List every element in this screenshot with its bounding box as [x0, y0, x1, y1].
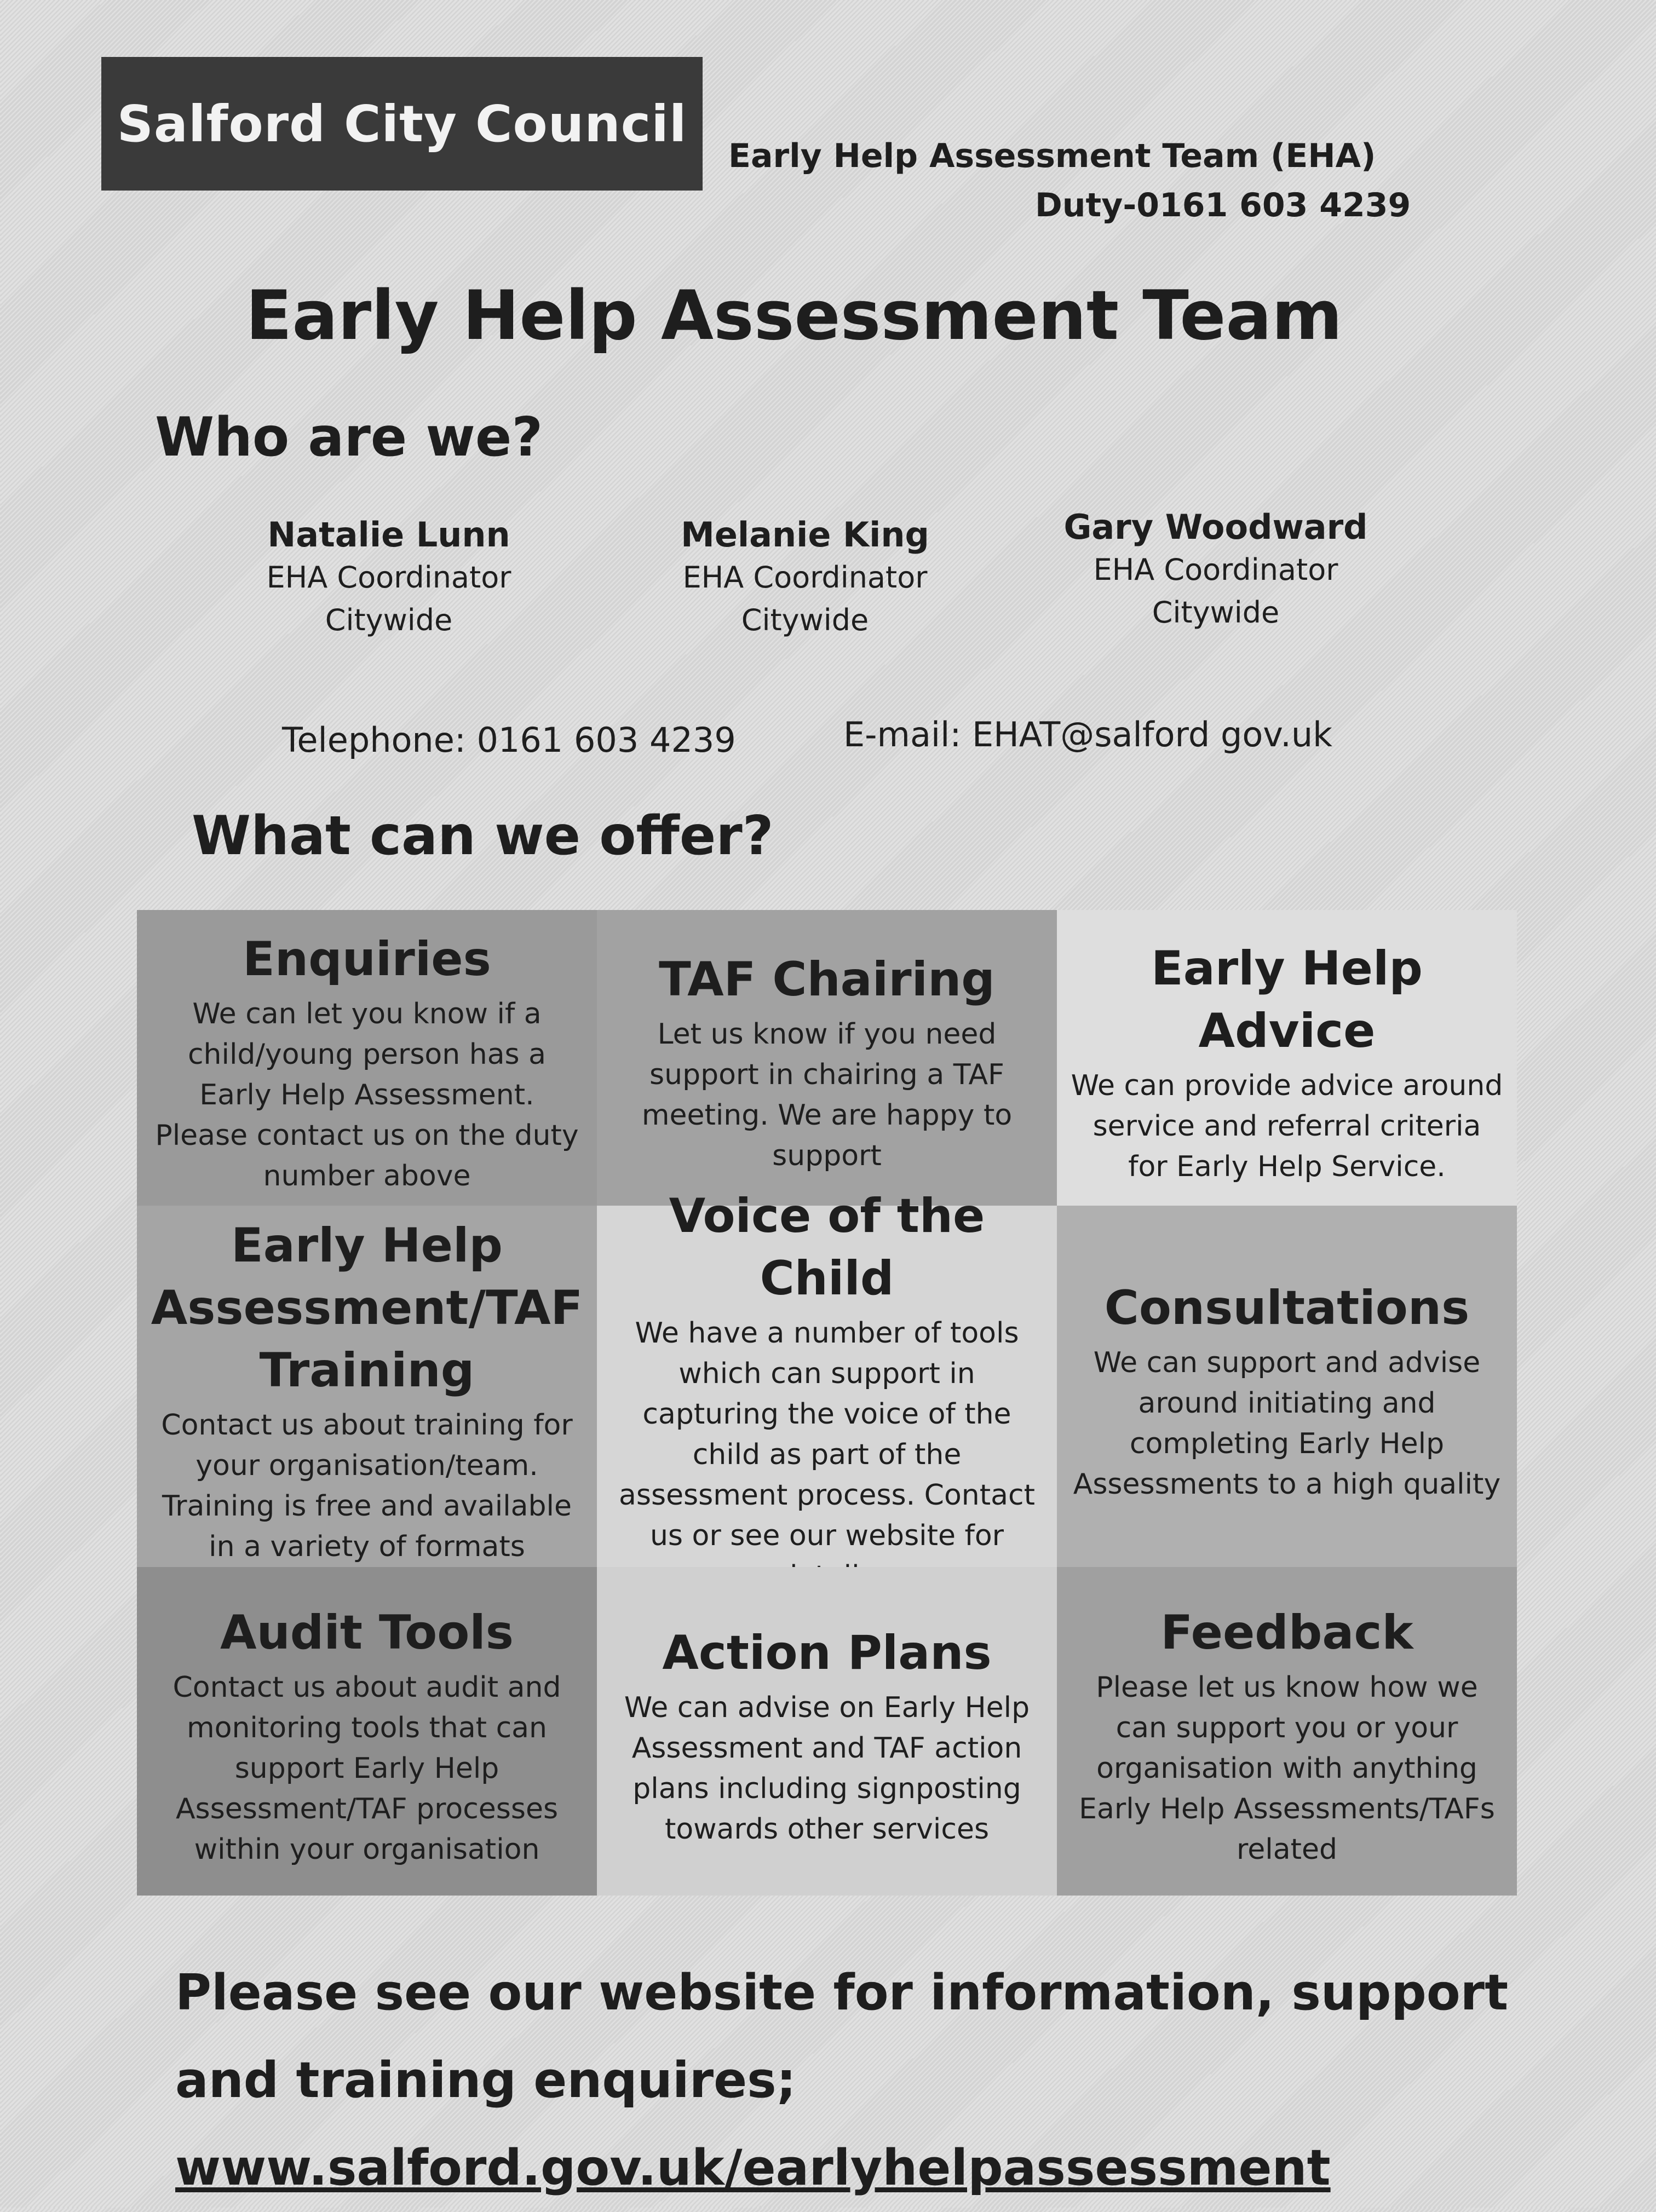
- offer-card-title: Feedback: [1160, 1605, 1413, 1660]
- offer-card-body: We have a number of tools which can support in capturing the voice of the child as part of the assessment process. Contact us or see our website for: [619, 1317, 1035, 1552]
- footer-text: Please see our website for information, support and training enquires;: [175, 1964, 1509, 2109]
- offer-card-title: TAF Chairing: [659, 952, 995, 1007]
- offer-card-body: We can advise on Early Help Assessment and TAF action plans including signposting towards other services: [624, 1691, 1030, 1846]
- footer: [175, 1949, 1544, 2212]
- person-card: [1030, 506, 1402, 634]
- person-name: Melanie King: [681, 515, 929, 555]
- person-card: [203, 514, 575, 642]
- offer-card-consultations: [1057, 1206, 1517, 1567]
- offer-card-enquiries: [137, 910, 597, 1206]
- person-role: EHA Coordinator: [1093, 552, 1338, 587]
- person-area: Citywide: [325, 603, 453, 637]
- offer-card-body: Let us know if you need support in chairing a TAF meeting. We are happy to support: [641, 1018, 1013, 1172]
- offer-card-body: We can let you know if a child/young person has a Early Help Assessment. Please contact us on the duty number above: [155, 998, 579, 1193]
- website-link[interactable]: www.salford.gov.uk/earlyhelpassessment: [175, 2139, 1331, 2197]
- person-role: EHA Coordinator: [266, 560, 511, 595]
- offer-card-training: [137, 1206, 597, 1567]
- duty-phone-line: Duty-0161 603 4239: [1035, 186, 1411, 224]
- team-name-line: Early Help Assessment Team (EHA): [728, 137, 1376, 175]
- offer-card-body: Please let us know how we can support you or your organisation with anything Early Help Assessments/TAFs related: [1079, 1671, 1495, 1866]
- page-title: Early Help Assessment Team: [245, 276, 1343, 355]
- offer-card-feedback: [1057, 1567, 1517, 1896]
- offer-card-audit-tools: [137, 1567, 597, 1896]
- offer-card-taf-chairing: [597, 910, 1057, 1206]
- council-name: Salford City Council: [117, 94, 687, 153]
- person-name: Gary Woodward: [1063, 507, 1368, 547]
- offer-card-title: Early Help Assessment/TAF Training: [151, 1218, 583, 1398]
- offer-card-voice-of-the-child: [597, 1189, 1057, 1567]
- offer-card-body: Contact us about training for your organisation/team. Training is free and available in a variety of formats: [161, 1409, 573, 1563]
- offer-card-body: We can provide advice around service and referral criteria for Early Help Service.: [1071, 1069, 1503, 1183]
- offer-card-body: We can support and advise around initiating and completing Early Help Assessments to a high quality: [1073, 1346, 1501, 1501]
- telephone-text: Telephone: 0161 603 4239: [282, 720, 736, 760]
- council-logo: [101, 57, 703, 191]
- person-card: [619, 514, 991, 642]
- person-name: Natalie Lunn: [267, 515, 510, 555]
- offer-card-title: Audit Tools: [220, 1605, 514, 1660]
- offer-card-action-plans: [597, 1567, 1057, 1896]
- person-area: Citywide: [1152, 595, 1280, 630]
- offer-card-body: Contact us about audit and monitoring tools that can support Early Help Assessment/TAF processes within your organisation: [173, 1671, 561, 1866]
- offer-heading: What can we offer?: [192, 805, 774, 867]
- offer-card-title: Early Help Advice: [1151, 941, 1423, 1058]
- offer-card-title: Voice of the Child: [669, 1189, 985, 1306]
- offer-card-title: Enquiries: [243, 932, 491, 987]
- offer-grid: [137, 910, 1517, 1896]
- offer-card-title: Consultations: [1104, 1281, 1470, 1335]
- who-heading: Who are we?: [155, 406, 543, 469]
- person-role: EHA Coordinator: [682, 560, 928, 595]
- person-area: Citywide: [741, 603, 869, 637]
- offer-card-title: Action Plans: [662, 1626, 992, 1680]
- email-text: E-mail: EHAT@salford gov.uk: [843, 715, 1333, 754]
- offer-card-early-help-advice: [1057, 910, 1517, 1206]
